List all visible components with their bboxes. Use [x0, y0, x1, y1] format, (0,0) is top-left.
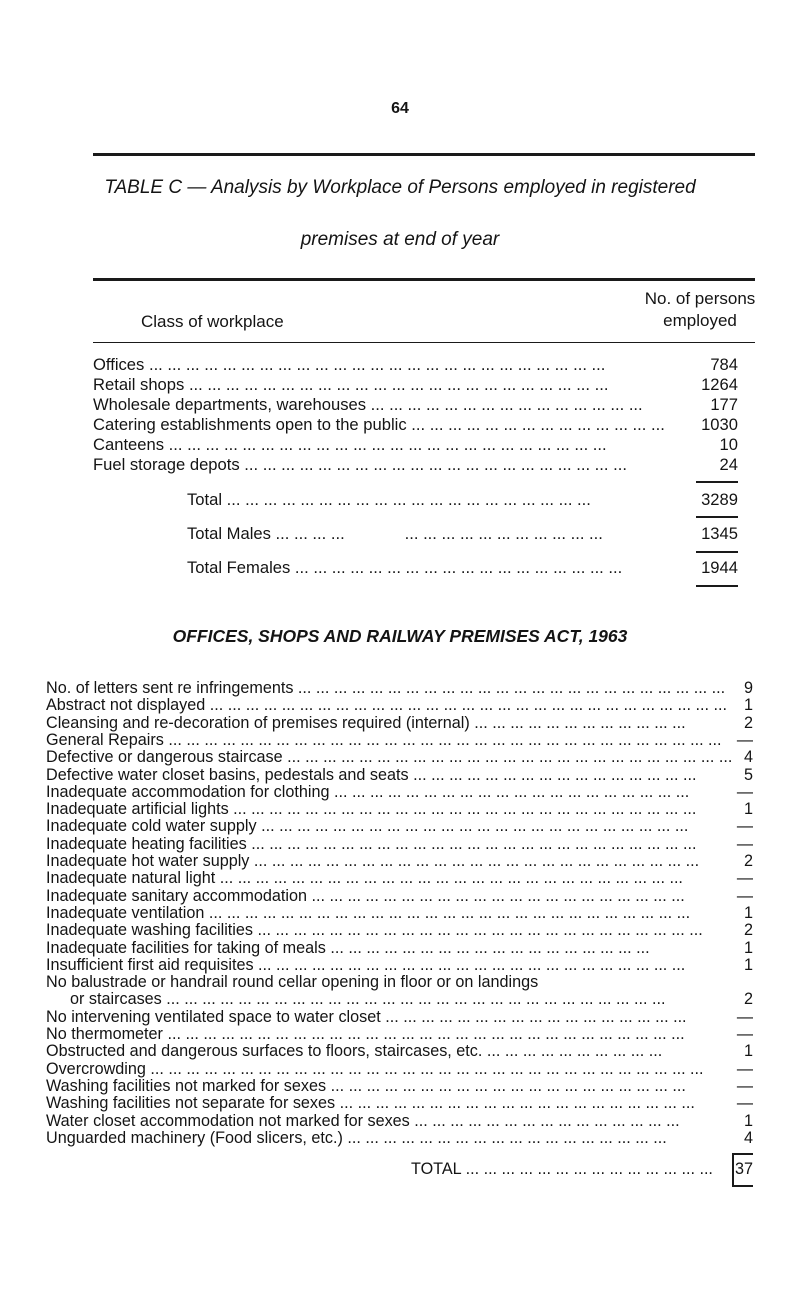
item-value: 1 [738, 957, 753, 974]
item-value: — [731, 870, 753, 887]
item-label: Inadequate sanitary accommodation [46, 887, 307, 905]
sum-rule [696, 516, 738, 518]
list-item-line1 [46, 974, 753, 991]
total-value: 37 [729, 1161, 753, 1178]
item-value: 5 [738, 767, 753, 784]
item-value: — [731, 1009, 753, 1026]
row-label: Catering establishments open to the public [93, 415, 407, 434]
row-label: Offices [93, 355, 145, 374]
sum-rule [733, 1153, 753, 1155]
row-label: Canteens [93, 435, 165, 454]
total-label: TOTAL [411, 1161, 462, 1178]
item-label: Defective water closet basins, pedestals and seats [46, 766, 409, 784]
item-label: No thermometer [46, 1026, 163, 1043]
row-label: Wholesale departments, warehouses [93, 395, 367, 414]
item-label: Unguarded machinery (Food slicers, etc.) [46, 1129, 343, 1147]
total-label: Total Males [187, 524, 271, 543]
item-value: 1 [738, 801, 753, 818]
row-value: 784 [704, 355, 738, 375]
total-row: Total Females ... ... ... ... ... ... ... ... ... ... ... ... ... ... ... ... ... ... 1944 [187, 558, 738, 577]
item-value: 1 [738, 905, 753, 922]
item-label: Inadequate accommodation for clothing [46, 783, 330, 801]
act-heading: OFFICES, SHOPS AND RAILWAY PREMISES ACT, 1963 [172, 626, 628, 646]
row-value: 24 [714, 455, 738, 475]
list-item: Abstract not displayed ... ... ... ... ... ... ... ... ... ... ... ... ... ... ... ... ... ... ... ... ... ... ... ... ... ... ... ... ... 1 [46, 697, 753, 715]
item-value: — [731, 784, 753, 801]
item-label: Inadequate hot water supply [46, 853, 250, 870]
row-value: 177 [704, 395, 738, 415]
item-label: Obstructed and dangerous surfaces to floors, staircases, etc. [46, 1043, 483, 1061]
column-header-persons-line1: No. of persons [644, 289, 756, 308]
row-label: Fuel storage depots [93, 455, 240, 474]
total-row: TOTAL ... ... ... ... ... ... ... ... ... ... ... ... ... ... 37 [411, 1161, 753, 1178]
item-value: — [731, 1026, 753, 1043]
item-label: Insufficient first aid requisites [46, 956, 254, 974]
table-row: Offices ... ... ... ... ... ... ... ... ... ... ... ... ... ... ... ... ... ... ... ... ... ... ... ... ... 784 [93, 355, 738, 374]
row-label: Retail shops [93, 375, 185, 394]
item-label: or staircases [70, 991, 162, 1009]
item-label: Inadequate facilities for taking of meals [46, 939, 326, 957]
item-label: Inadequate ventilation [46, 904, 205, 922]
list-item: Defective water closet basins, pedestals and seats ... ... ... ... ... ... ... ... ... ... ... ... ... ... ... ... 5 [46, 766, 753, 784]
sum-rule [696, 551, 738, 553]
table-row: Canteens ... ... ... ... ... ... ... ... ... ... ... ... ... ... ... ... ... ... ... ... ... ... ... ... 10 [93, 435, 738, 454]
list-item: Inadequate accommodation for clothing ... ... ... ... ... ... ... ... ... ... ... ... ... ... ... ... ... ... ... ... — [46, 783, 753, 801]
item-value: 2 [738, 922, 753, 939]
table-row: Retail shops ... ... ... ... ... ... ... ... ... ... ... ... ... ... ... ... ... ... ... ... ... ... ... 1264 [93, 375, 738, 394]
item-label: General Repairs [46, 731, 164, 749]
total-value: 3289 [695, 490, 738, 510]
list-item: Defective or dangerous staircase ... ... ... ... ... ... ... ... ... ... ... ... ... ... ... ... ... ... ... ... ... ... ... ... ... 4 [46, 749, 753, 767]
list-item: Inadequate natural light ... ... ... ... ... ... ... ... ... ... ... ... ... ... ... ... ... ... ... ... ... ... ... ... ... ... — [46, 870, 753, 888]
list-item: Inadequate heating facilities ... ... ... ... ... ... ... ... ... ... ... ... ... ... ... ... ... ... ... ... ... ... ... ... ... — [46, 835, 753, 853]
list-item: Inadequate artificial lights ... ... ... ... ... ... ... ... ... ... ... ... ... ... ... ... ... ... ... ... ... ... ... ... ... ... 1 [46, 801, 753, 819]
item-value: 2 [738, 715, 753, 732]
sum-rule [733, 1185, 753, 1187]
list-item: Cleansing and re-decoration of premises required (internal) ... ... ... ... ... ... ... ... ... ... ... ... 2 [46, 714, 753, 732]
list-item: Obstructed and dangerous surfaces to floors, staircases, etc. ... ... ... ... ... ... ... ... ... ... 1 [46, 1043, 753, 1061]
item-value: — [731, 818, 753, 835]
row-value: 1264 [695, 375, 738, 395]
total-value: 1944 [695, 558, 738, 578]
item-value: 1 [738, 1043, 753, 1060]
total-label: Total Females [187, 558, 291, 577]
item-value: 1 [738, 1113, 753, 1130]
item-value: — [731, 732, 753, 749]
item-value: 1 [738, 697, 753, 714]
item-value: — [731, 888, 753, 905]
total-row: Total Males ... ... ... ... ... ... ... ... ... ... ... ... ... ... ... 1345 [187, 524, 738, 543]
item-label: Inadequate natural light [46, 870, 216, 888]
item-label: Overcrowding [46, 1060, 146, 1078]
list-item: No. of letters sent re infringements ... ... ... ... ... ... ... ... ... ... ... ... ... ... ... ... ... ... ... ... ... ... ... ... 9 [46, 680, 753, 697]
item-label: Inadequate cold water supply [46, 818, 257, 836]
top-rule [93, 153, 755, 156]
list-item: Water closet accommodation not marked for sexes ... ... ... ... ... ... ... ... ... ... ... ... ... ... ... 1 [46, 1112, 753, 1130]
item-label: Inadequate artificial lights [46, 801, 229, 819]
item-value: — [731, 836, 753, 853]
item-label: Defective or dangerous staircase [46, 749, 283, 767]
list-item: Unguarded machinery (Food slicers, etc.) ... ... ... ... ... ... ... ... ... ... ... ... ... ... ... ... ... ... 4 [46, 1129, 753, 1147]
list-item: Inadequate sanitary accommodation ... ... ... ... ... ... ... ... ... ... ... ... ... ... ... ... ... ... ... ... ... — [46, 887, 753, 905]
item-value: 2 [738, 853, 753, 870]
list-item: Washing facilities not separate for sexes ... ... ... ... ... ... ... ... ... ... ... ... ... ... ... ... ... ... ... ... — [46, 1095, 753, 1113]
total-label: Total [187, 490, 223, 509]
item-label: Washing facilities not marked for sexes [46, 1077, 327, 1095]
row-value: 10 [714, 435, 738, 455]
table-row: Fuel storage depots ... ... ... ... ... ... ... ... ... ... ... ... ... ... ... ... ... ... ... ... ... 24 [93, 455, 738, 474]
list-item: No intervening ventilated space to water closet ... ... ... ... ... ... ... ... ... ... ... ... ... ... ... ... ... — [46, 1008, 753, 1026]
list-item: Insufficient first aid requisites ... ... ... ... ... ... ... ... ... ... ... ... ... ... ... ... ... ... ... ... ... ... ... ... 1 [46, 956, 753, 974]
column-header-persons [600, 289, 800, 331]
item-value: 1 [738, 940, 753, 957]
list-item: Inadequate washing facilities ... ... ... ... ... ... ... ... ... ... ... ... ... ... ... ... ... ... ... ... ... ... ... ... ... 2 [46, 922, 753, 940]
item-value: — [731, 1078, 753, 1095]
table-c-subtitle: premises at end of year [300, 229, 500, 250]
item-value: — [731, 1061, 753, 1078]
item-label: Abstract not displayed [46, 697, 206, 715]
list-item: Overcrowding ... ... ... ... ... ... ... ... ... ... ... ... ... ... ... ... ... ... ... ... ... ... ... ... ... ... ... ... ... ... ... — [46, 1060, 753, 1078]
table-row: Catering establishments open to the public ... ... ... ... ... ... ... ... ... ... ... ... ... ... 1030 [93, 415, 738, 434]
item-label: No. of letters sent re infringements [46, 680, 294, 697]
item-label: No intervening ventilated space to water closet [46, 1008, 381, 1026]
total-value: 1345 [695, 524, 738, 544]
item-value: 4 [738, 749, 753, 766]
list-item: Washing facilities not marked for sexes ... ... ... ... ... ... ... ... ... ... ... ... ... ... ... ... ... ... ... ... — [46, 1077, 753, 1095]
table-row: Wholesale departments, warehouses ... ... ... ... ... ... ... ... ... ... ... ... ... ... ... 177 [93, 395, 738, 414]
column-header-class: Class of workplace [141, 312, 284, 331]
list-item: Inadequate hot water supply ... ... ... ... ... ... ... ... ... ... ... ... ... ... ... ... ... ... ... ... ... ... ... ... ... 2 [46, 853, 753, 870]
list-item: or staircases ... ... ... ... ... ... ... ... ... ... ... ... ... ... ... ... ... ... ... ... ... ... ... ... ... ... ... ... 2 [70, 991, 753, 1009]
total-vertical-rule [732, 1153, 734, 1187]
header-top-rule [93, 278, 755, 281]
list-item: General Repairs ... ... ... ... ... ... ... ... ... ... ... ... ... ... ... ... ... ... ... ... ... ... ... ... ... ... ... ... ... ... ... — [46, 731, 753, 749]
item-label: No balustrade or handrail round cellar opening in floor or on landings [46, 974, 539, 992]
page-number: 64 [391, 100, 409, 117]
list-item: No thermometer ... ... ... ... ... ... ... ... ... ... ... ... ... ... ... ... ... ... ... ... ... ... ... ... ... ... ... ... ... — [46, 1026, 753, 1043]
item-label: Water closet accommodation not marked for sexes [46, 1112, 410, 1130]
list-item: Inadequate facilities for taking of meals ... ... ... ... ... ... ... ... ... ... ... ... ... ... ... ... ... ... 1 [46, 939, 753, 957]
item-value: 4 [738, 1130, 753, 1147]
item-label: Inadequate heating facilities [46, 835, 247, 853]
list-item: Inadequate ventilation ... ... ... ... ... ... ... ... ... ... ... ... ... ... ... ... ... ... ... ... ... ... ... ... ... ... ... 1 [46, 904, 753, 922]
item-label: Cleansing and re-decoration of premises required (internal) [46, 714, 470, 732]
sum-rule [696, 585, 738, 587]
header-bottom-rule [93, 342, 755, 343]
table-c-title: TABLE C — Analysis by Workplace of Persons employed in registered [104, 177, 696, 198]
sum-rule [696, 481, 738, 483]
total-row: Total ... ... ... ... ... ... ... ... ... ... ... ... ... ... ... ... ... ... ... ... 3289 [187, 490, 738, 509]
item-label: Inadequate washing facilities [46, 922, 253, 940]
list-item: Inadequate cold water supply ... ... ... ... ... ... ... ... ... ... ... ... ... ... ... ... ... ... ... ... ... ... ... ... — [46, 818, 753, 836]
row-value: 1030 [695, 415, 738, 435]
item-value: 2 [738, 991, 753, 1008]
item-label: Washing facilities not separate for sexes [46, 1095, 336, 1113]
item-value: 9 [738, 680, 753, 697]
item-value: — [731, 1095, 753, 1112]
column-header-persons-line2: employed [663, 311, 737, 330]
